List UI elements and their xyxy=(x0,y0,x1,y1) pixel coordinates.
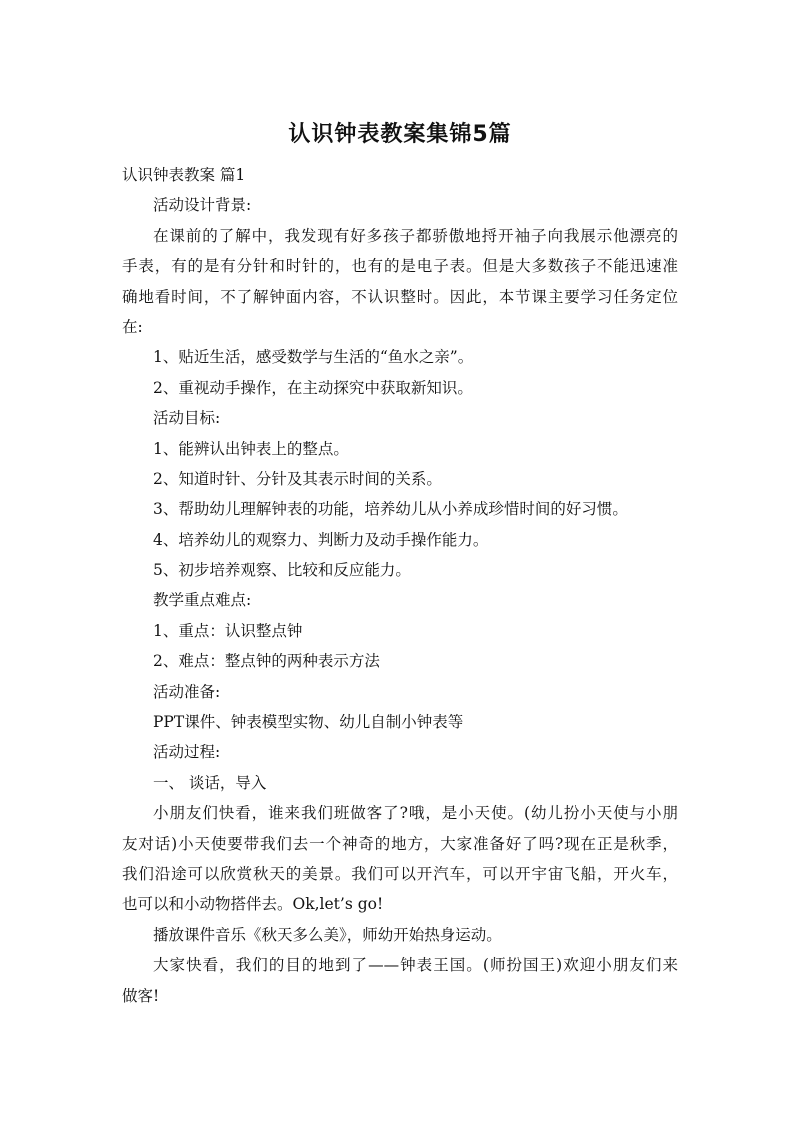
paragraph-process-label: 活动过程: xyxy=(153,743,221,762)
paragraph-goal-3: 3、帮助幼儿理解钟表的功能，培养幼儿从小养成珍惜时间的好习惯。 xyxy=(153,500,628,519)
paragraph-background-item-2: 2、重视动手操作，在主动探究中获取新知识。 xyxy=(153,378,473,397)
paragraph-process-text-2: 播放课件音乐《秋天多么美》，师幼开始热身运动。 xyxy=(153,925,502,944)
paragraph-goal-5: 5、初步培养观察、比较和反应能力。 xyxy=(153,561,411,580)
paragraph-process-text-1: 小朋友们快看，谁来我们班做客了?哦，是小天使。(幼儿扮小天使与小朋 友对话)小天使要带我们去一个神奇的地方，大家准备好了吗?现在正是秋季， 我们沿途可以欣赏秋天的美景。我们可以开汽车，可以开宇宙飞船，开火车， 也可以和小动物搭伴去。Ok,let’s go! xyxy=(122,804,678,914)
paragraph-prep-label: 活动准备: xyxy=(153,682,221,701)
paragraph-key-1: 1、重点：认识整点钟 xyxy=(153,621,303,640)
document-title: 认识钟表教案集锦5篇 xyxy=(288,122,512,147)
paragraph-background-item-1: 1、贴近生活，感受数学与生活的“鱼水之亲”。 xyxy=(153,348,474,367)
paragraph-key-label: 教学重点难点: xyxy=(153,591,252,610)
paragraph-goal-1: 1、能辨认出钟表上的整点。 xyxy=(153,439,349,458)
paragraph-process-text-3: 大家快看，我们的目的地到了——钟表王国。(师扮国王)欢迎小朋友们来 做客! xyxy=(122,956,678,1005)
paragraph-key-2: 2、难点：整点钟的两种表示方法 xyxy=(153,652,380,671)
paragraph-goal-label: 活动目标: xyxy=(153,409,221,428)
paragraph-goal-2: 2、知道时针、分针及其表示时间的关系。 xyxy=(153,469,442,488)
document-body xyxy=(122,160,678,1011)
paragraph-background-label: 活动设计背景: xyxy=(153,196,252,215)
paragraph-prep-text: PPT课件、钟表模型实物、幼儿自制小钟表等 xyxy=(153,713,464,732)
section-heading: 认识钟表教案 篇1 xyxy=(122,166,246,184)
paragraph-process-step-1: 一、 谈话，导入 xyxy=(153,773,267,792)
paragraph-background-text: 在课前的了解中，我发现有好多孩子都骄傲地捋开袖子向我展示他漂亮的 手表，有的是有分针和时针的，也有的是电子表。但是大多数孩子不能迅速准 确地看时间，不了解钟面内容，不认识整时。因此，本节课主要学习任务定位 在: xyxy=(122,226,678,336)
paragraph-goal-4: 4、培养幼儿的观察力、判断力及动手操作能力。 xyxy=(153,530,489,549)
